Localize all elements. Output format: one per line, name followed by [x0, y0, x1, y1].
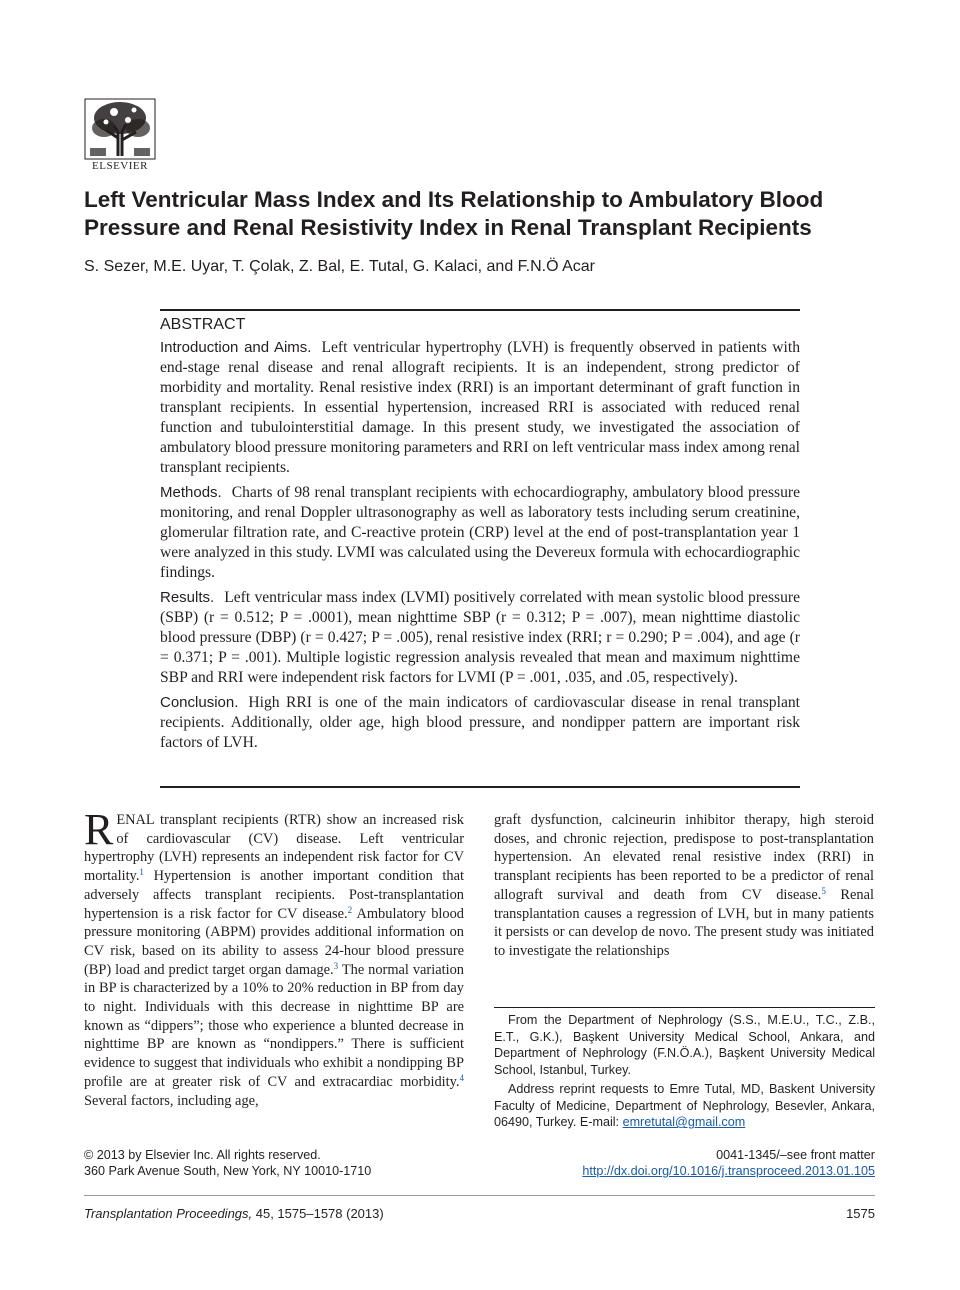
- elsevier-logo: [84, 98, 156, 174]
- copyright: [84, 1147, 371, 1179]
- affiliation-note: From the Department of Nephrology (S.S., M.E.U., T.C., Z.B., E.T., G.K.), Başkent University Medical School, Ankara, and Department of Nephrology (F.N.Ö.A.), Başkent University Medical School, Istanbul, Turkey.: [494, 1013, 875, 1078]
- abstract-heading: ABSTRACT: [160, 316, 246, 333]
- front-matter: [582, 1147, 875, 1179]
- journal-ref: 45, 1575–1578 (2013): [252, 1206, 384, 1221]
- body-paragraph: [494, 811, 874, 961]
- body-paragraph: [84, 805, 464, 1110]
- abstract-section: [160, 483, 800, 583]
- doi-link[interactable]: http://dx.doi.org/10.1016/j.transproceed.2013.01.105: [582, 1164, 875, 1178]
- abstract-section-label: Results.: [160, 589, 215, 606]
- abstract: [160, 316, 800, 758]
- journal-citation: [84, 1206, 384, 1221]
- reference-link[interactable]: 4: [459, 1072, 464, 1083]
- publisher-name: ELSEVIER: [92, 160, 148, 172]
- issn: 0041-1345/–see front matter: [716, 1148, 875, 1162]
- reference-link[interactable]: 3: [333, 960, 339, 971]
- copyright-line: © 2013 by Elsevier Inc. All rights reserved.: [84, 1148, 321, 1162]
- body-column-right: [494, 811, 874, 961]
- email-link[interactable]: emretutal@gmail.com: [622, 1115, 746, 1130]
- elsevier-tree-icon: [84, 98, 156, 160]
- abstract-section: [160, 588, 800, 688]
- body-column-left: [84, 805, 464, 1110]
- abstract-section-label: Methods.: [160, 484, 222, 501]
- drop-cap: R: [84, 805, 114, 854]
- abstract-section-text: Left ventricular mass index (LVMI) positively correlated with mean systolic blood pressure (SBP) (r = 0.512; P = .0001), mean nighttime SBP (r = 0.312; P = .007), mean nighttime diastolic blood pressure (DBP) (r = 0.427; P = .005), renal resistive index (RRI; r = 0.290; P = .004), and age (r = 0.371; P = .001). Multiple logistic regression analysis revealed that mean and maximum nighttime SBP and RRI were independent risk factors for LVMI (P = .001, .035, and .05, respectively).: [160, 589, 800, 686]
- body-text: Ambulatory blood pressure monitoring (ABPM) provides additional information on CV risk, based on its ability to assess 24-hour blood pressure (BP) load and predict target organ damage.: [84, 905, 464, 978]
- journal-name: Transplantation Proceedings,: [84, 1206, 253, 1221]
- footnote: [494, 1012, 875, 1133]
- article-title: Left Ventricular Mass Index and Its Relationship to Ambulatory Blood Pressure and Renal Resistivity Index in Renal Transplant Recipients: [84, 187, 824, 240]
- abstract-section: [160, 693, 800, 753]
- abstract-bottom-rule: [160, 786, 800, 788]
- body-text: Hypertension is another important condition that adversely affects transplant recipients. Post-transplantation hypertension is a risk factor for CV disease.: [84, 868, 464, 922]
- body-text: graft dysfunction, calcineurin inhibitor therapy, high steroid doses, and chronic rejection, predispose to post-transplantation hypertension. An elevated renal resistive index (RRI) in transplant recipients has been reported to be a predictor of renal allograft survival and death from CV disease.: [494, 812, 874, 903]
- page-number: 1575: [846, 1206, 875, 1221]
- footnote-rule: [494, 1007, 875, 1008]
- body-text: ENAL transplant recipients (RTR) show an increased risk of cardiovascular (CV) disease. Left ventricular hypertrophy (LVH) represents an independent risk factor for CV mortality.: [84, 812, 464, 885]
- abstract-section-label: Introduction and Aims.: [160, 339, 312, 356]
- reference-link[interactable]: 2: [347, 904, 353, 915]
- author-list: S. Sezer, M.E. Uyar, T. Çolak, Z. Bal, E. Tutal, G. Kalaci, and F.N.Ö Acar: [84, 258, 596, 275]
- abstract-section-text: Left ventricular hypertrophy (LVH) is frequently observed in patients with end-stage renal disease and renal allograft recipients. It is an independent, strong predictor of morbidity and mortality. Renal resistive index (RRI) is an important determinant of graft function in transplant recipients. In essential hypertension, increased RRI is associated with reduced renal function and tubulointerstitial damage. In this present study, we investigated the association of ambulatory blood pressure monitoring parameters and RRI on left ventricular mass index among renal transplant recipients.: [160, 339, 800, 476]
- body-text: Several factors, including age,: [84, 1092, 259, 1109]
- abstract-section: [160, 338, 800, 478]
- body-text: The normal variation in BP is characterized by a 10% to 20% reduction in BP from day to night. Individuals with this decrease in nighttime BP are known as “dippers”; those who experience a blunted decrease in nighttime BP are known as “nondippers.” There is sufficient evidence to suggest that individuals who exhibit a nondipping BP profile are at greater risk of CV and extracardiac morbidity.: [84, 961, 464, 1090]
- publisher-address: 360 Park Avenue South, New York, NY 10010-1710: [84, 1164, 372, 1178]
- abstract-section-label: Conclusion.: [160, 694, 239, 711]
- reference-link[interactable]: 1: [139, 867, 144, 878]
- reprint-note: [494, 1081, 875, 1131]
- reprint-text: Address reprint requests to Emre Tutal, MD, Baskent University Faculty of Medicine, Department of Nephrology, Besevler, Ankara, 06490, Turkey. E-mail:: [494, 1081, 875, 1130]
- abstract-section-text: Charts of 98 renal transplant recipients with echocardiography, ambulatory blood pressure monitoring, and renal Doppler ultrasonography as well as laboratory tests including serum creatinine, glomerular filtration rate, and C-reactive protein (CRP) level at the end of post-transplantation year 1 were analyzed in this study. LVMI was calculated using the Devereux formula with echocardiographic findings.: [160, 484, 800, 581]
- abstract-top-rule: [160, 309, 800, 311]
- reference-link[interactable]: 5: [821, 885, 826, 896]
- body-text: Renal transplantation causes a regression of LVH, but in many patients it persists or can develop de novo. The present study was initiated to investigate the relationships: [494, 886, 874, 959]
- footer-rule: [84, 1195, 875, 1196]
- abstract-section-text: High RRI is one of the main indicators of cardiovascular disease in renal transplant recipients. Additionally, older age, high blood pressure, and nondipper pattern are important risk factors of LVH.: [160, 694, 800, 751]
